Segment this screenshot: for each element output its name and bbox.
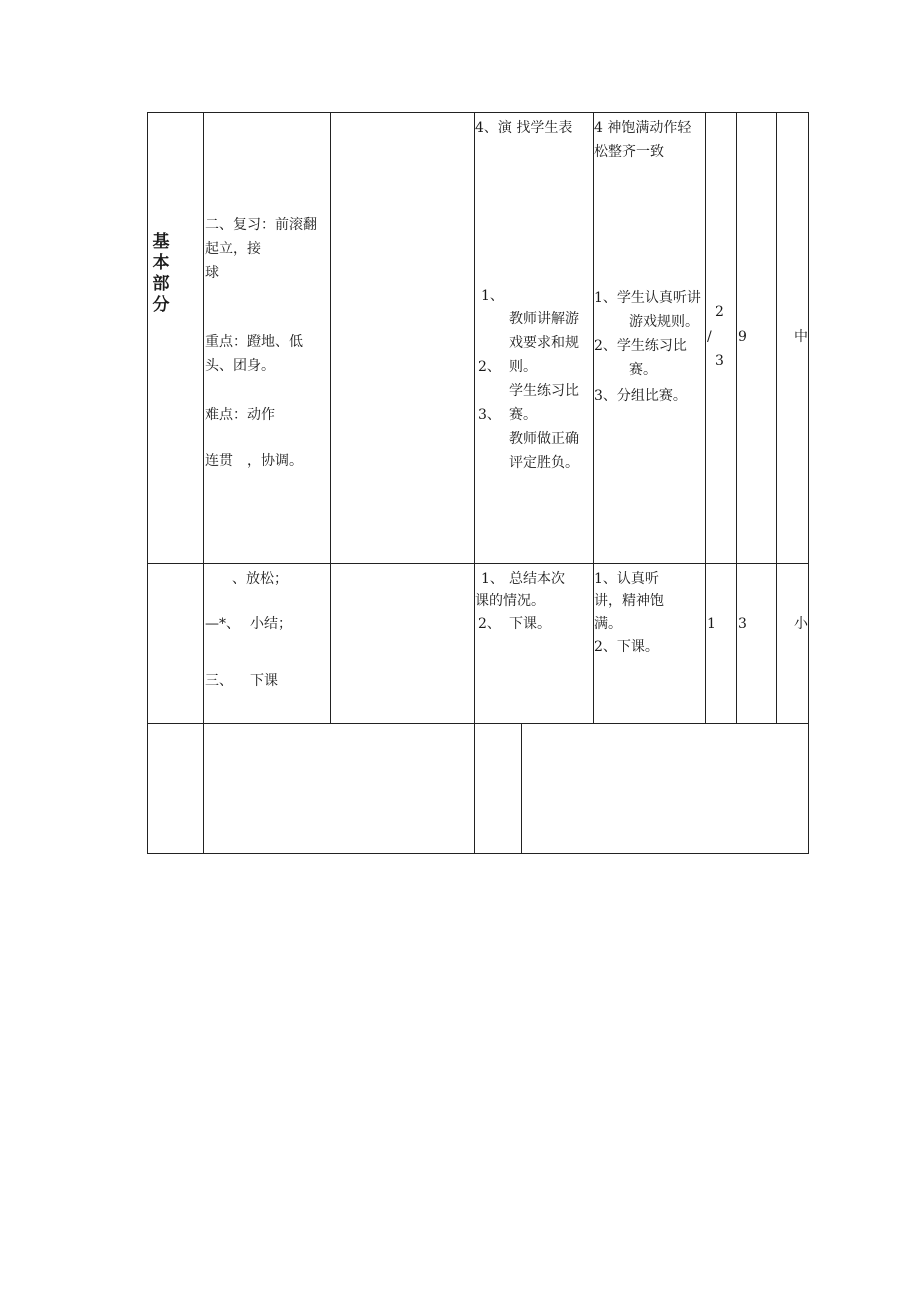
student2-item-1-a: 1、认真听 [594,571,659,587]
row-divider-2 [147,723,809,724]
relax-item: 、放松； [232,571,288,587]
table-border-bottom [147,853,809,854]
student2-item-1-c: 满。 [594,616,622,632]
student-item-4-a: 4 神饱满动作轻 [594,120,692,136]
student-item-2-b: 赛。 [629,362,657,378]
review-text-cont: 起立，接 [205,241,261,257]
student2-item-2: 2、下课。 [594,639,659,655]
summary-prefix: —*、 [205,616,240,632]
col-divider-bottom-row [521,723,522,854]
student-item-1-a: 1、学生认真听讲 [594,290,701,306]
row-divider-1 [147,563,809,564]
intensity2-value: 小 [794,616,808,632]
table-border-top [147,112,809,113]
teacher-num-2: 2、 [478,359,501,375]
minutes2-value: 3 [738,616,747,632]
times-top: 2 [715,304,724,320]
teacher2-line-b: 课的情况。 [475,593,545,609]
teacher2-num-1: 1、 [481,571,504,587]
section-label: 基本部分 [152,232,170,315]
col-divider-3 [474,112,475,854]
col-divider-6 [736,112,737,724]
student2-item-1-b: 讲，精神饱 [594,593,664,609]
intensity-value: 中 [794,329,808,345]
minutes-value: 9 [738,329,747,345]
key-point-line-2: 头、团身。 [205,358,275,374]
table-border-left [147,112,148,854]
student-item-1-b: 游戏规则。 [629,314,699,330]
col-divider-2 [330,112,331,724]
student-item-3: 3、分组比赛。 [594,388,687,404]
teacher-line-c: 则。 [509,359,537,375]
table-border-right [808,112,809,854]
teacher-num-3: 3、 [478,407,501,423]
review-text: 二、复习：前滚翻 [205,217,317,233]
col-divider-5 [705,112,706,724]
teacher-line-b: 戏要求和规 [509,335,579,351]
student-item-2-a: 2、学生练习比 [594,338,687,354]
teacher-line-d: 学生练习比 [509,383,579,399]
teacher-num-1: 1、 [481,288,504,304]
times-slash: / [707,329,712,345]
col-divider-1 [203,112,204,854]
col-divider-7 [776,112,777,724]
teacher-line-a: 教师讲解游 [509,311,579,327]
teacher-line-e: 赛。 [509,407,537,423]
teacher-item-4: 4、演 找学生表 [475,120,573,136]
teacher-line-g: 评定胜负。 [509,455,579,471]
teacher2-line-c: 下课。 [509,616,551,632]
dismiss-item: 下课 [250,673,278,689]
student-item-4-b: 松整齐一致 [594,144,664,160]
teacher2-num-2: 2、 [478,616,501,632]
summary-item: 小结； [250,616,292,632]
dismiss-prefix: 三、 [205,673,233,689]
key-point-line-1: 重点：蹬地、低 [205,334,303,350]
review-text-cont2: 球 [205,265,219,281]
times2-value: 1 [707,616,716,632]
difficulty-line-2: 连贯 ，协调。 [205,453,303,469]
teacher-line-f: 教师做正确 [509,431,579,447]
times-bottom: 3 [715,353,724,369]
teacher2-line-a: 总结本次 [509,571,565,587]
difficulty-line-1: 难点：动作 [205,407,275,423]
